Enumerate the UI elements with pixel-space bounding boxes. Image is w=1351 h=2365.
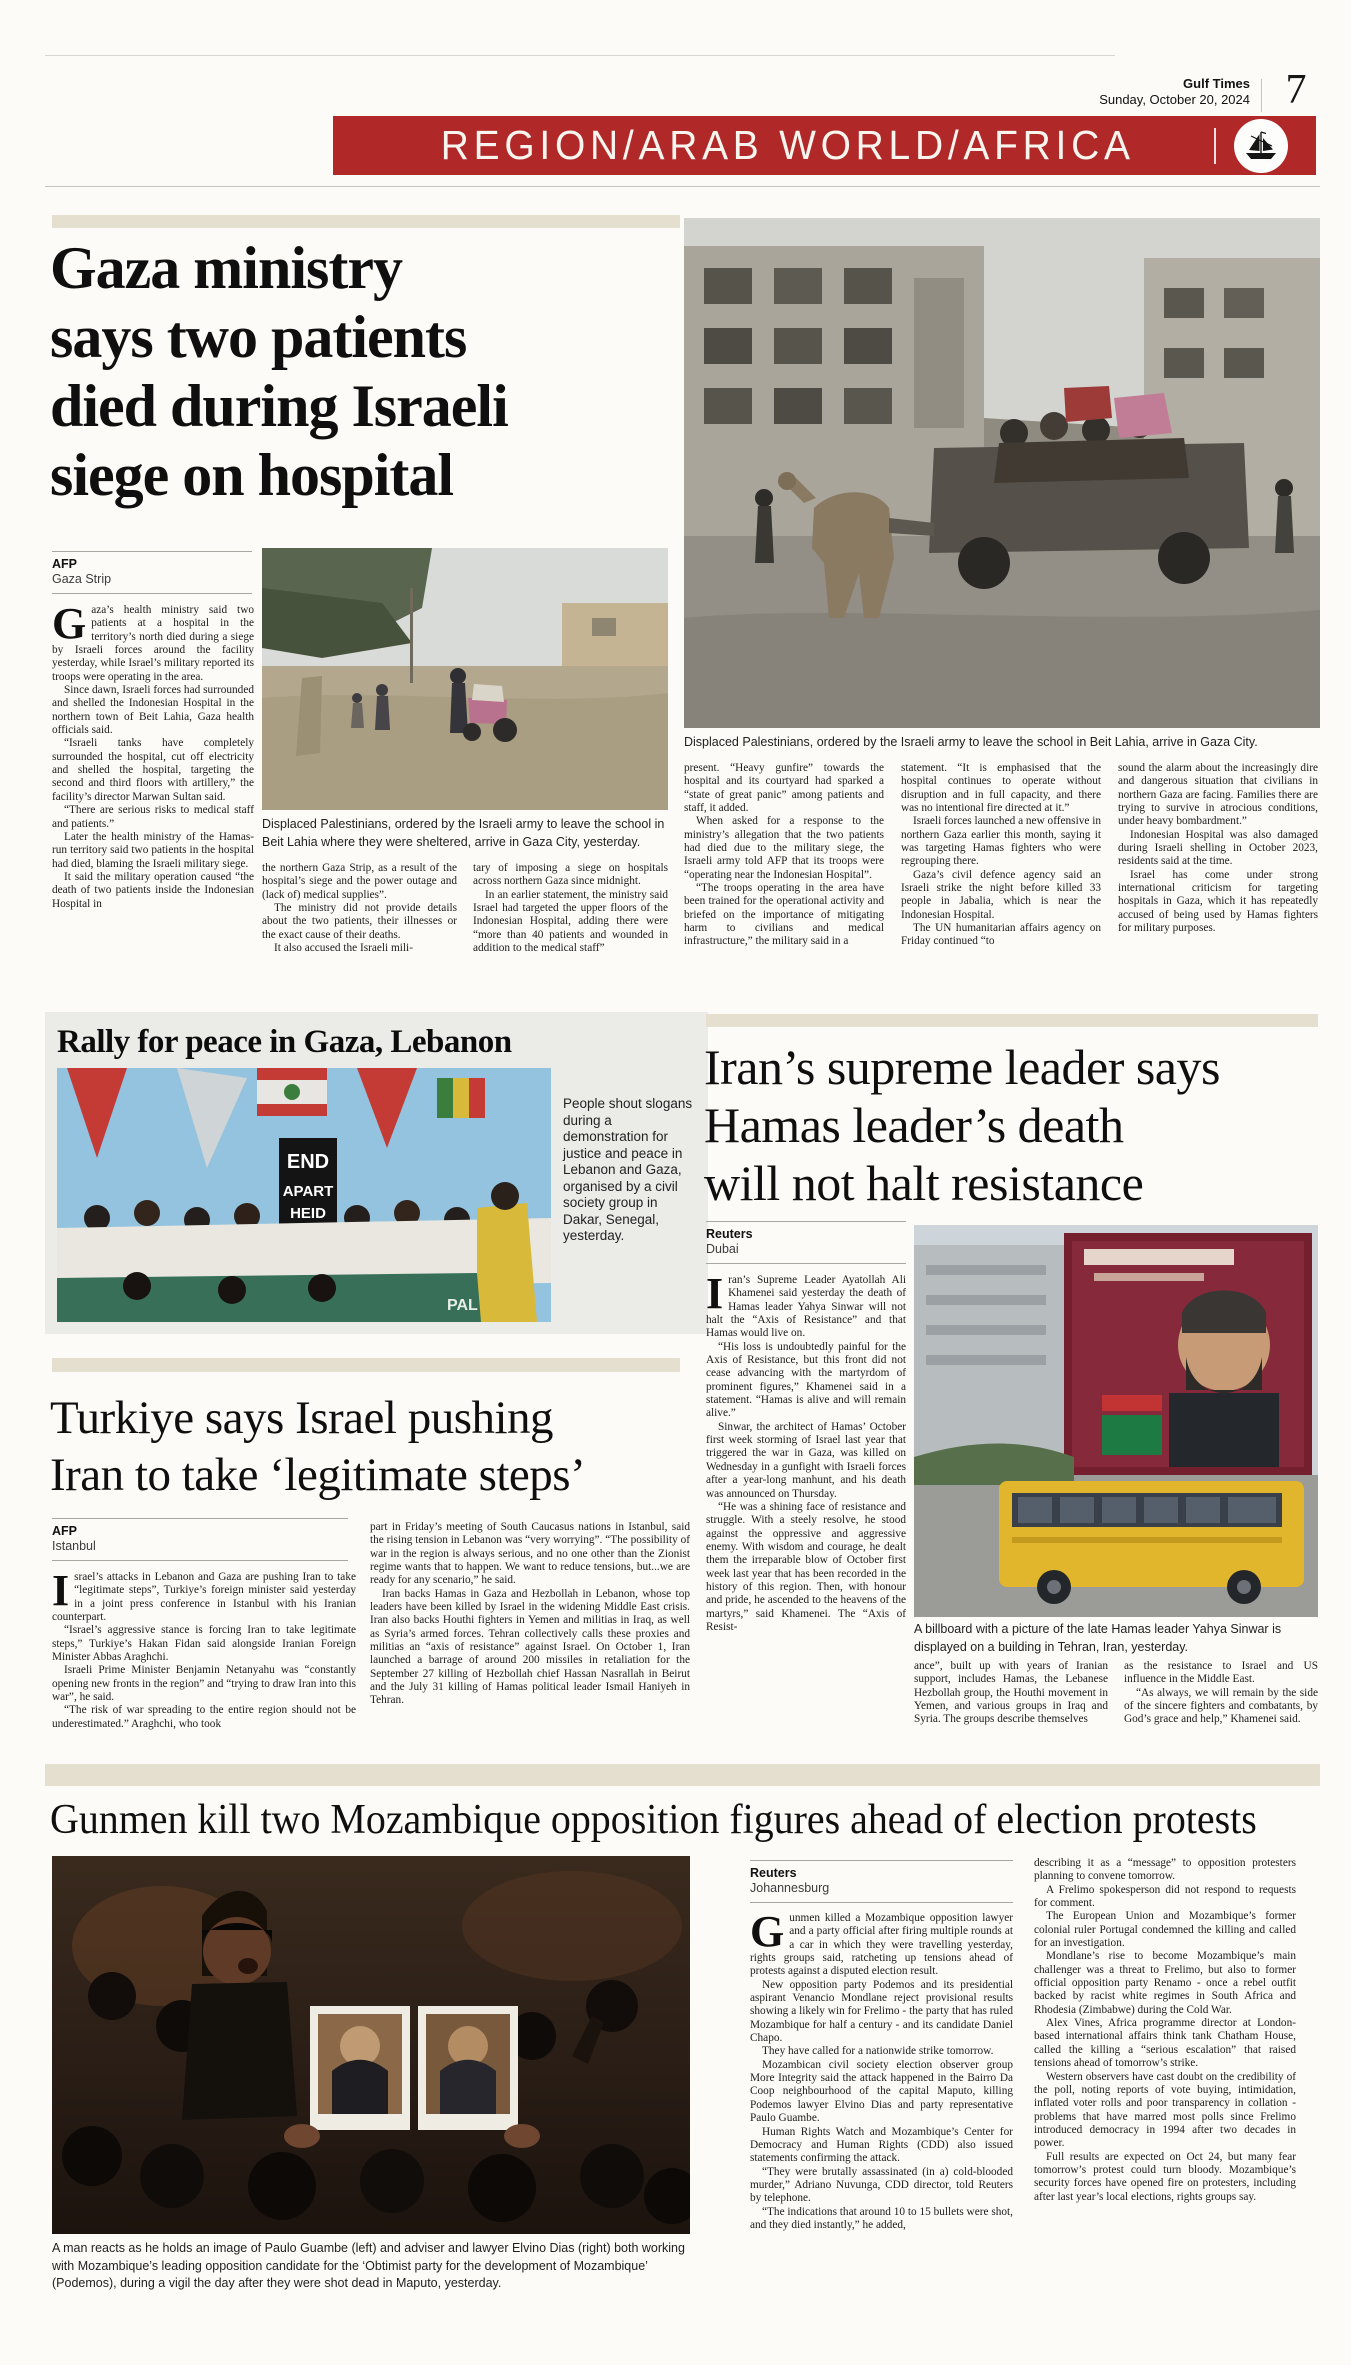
mozambique-headline: Gunmen kill two Mozambique opposition figures ahead of election protests xyxy=(50,1797,1257,1843)
rally-illustration xyxy=(57,1068,551,1322)
iran-source: Reuters xyxy=(706,1227,753,1241)
iran-columns-2-3 xyxy=(914,1660,1318,1756)
photo-rally-dakar xyxy=(57,1068,551,1322)
iran-location: Dubai xyxy=(706,1242,739,1256)
gaza-byline xyxy=(52,551,252,594)
iran-dropcap: I xyxy=(706,1274,724,1318)
iran-photo-caption: A billboard with a picture of the late Hamas leader Yahya Sinwar is displayed on a building in Tehran, Iran, yesterday. xyxy=(914,1622,1282,1654)
rally-title: Rally for peace in Gaza, Lebanon xyxy=(57,1024,512,1060)
mozambique-column-1: G unmen killed a Mozambique opposition lawyer and a party official after firing multiple rounds at a car in which they were travelling yesterday, rights groups said, ratcheting up tensions ahead of protests against a disputed election result. New opposition party Podemos and its presidential aspirant Venancio Mondlane reject provisional results showing a likely win for Frelimo - the party that has ruled Mozambique for half a century - and its candidate Daniel Chapo. They have called for a nationwide strike tomorrow. Mozambican civil society election observer group More Integrity said the attack happened in the Bairro Da Coop neighbourhood of the capital Maputo, killing Podemos lawyer Elvino Dias and party representative Paulo Guambe. Human Rights Watch and Mozambique’s Center for Democracy and Human Rights (CDD) also issued statements confirming the attack. “They were brutally assassinated (in a) cold-blooded murder,” Adriano Nuvunga, CDD director, told Reuters by telephone. “The indications that around 10 to 15 bullets were shot, and they died instantly,” he added, xyxy=(750,1912,1013,2231)
mozambique-dropcap: G xyxy=(750,1912,785,1956)
donkey-cart-illustration xyxy=(684,218,1320,728)
photo-gaza-street-evacuees xyxy=(262,548,668,810)
turkiye-location: Istanbul xyxy=(52,1539,96,1553)
masthead xyxy=(900,76,1250,108)
photo-gaza-donkey-cart xyxy=(684,218,1320,728)
iran-byline xyxy=(706,1221,906,1264)
banner-separator xyxy=(1214,128,1216,164)
paper-name: Gulf Times xyxy=(1183,76,1250,91)
turkiye-column-2: part in Friday’s meeting of South Caucasus nations in Istanbul, said the rising tension in Lebanon was “very worrying”. “The possibility of war in the region is always serious, and no one other than the Zionist regime wants that to happen. We want to reduce tensions, but...we are ready for any scenario,” he said. Iran backs Hamas in Gaza and Hezbollah in Lebanon, whose top leaders have been killed by Israel in the widening Middle East crisis. Iran also backs Houthi fighters in Yemen and militias in Iraq, as well as Syria’s armed forces. Tehran collectively calls these proxies and militias an “axis of resistance” against Israel. On October 1, Iran launched a barrage of around 200 missiles in retaliation for the September 27 killing of Hezbollah chief Hassan Nasrallah in Beirut and the July 31 killing of Hamas political leader Ismail Haniyeh in Tehran. xyxy=(370,1521,690,1707)
iran-top-band xyxy=(706,1014,1318,1027)
mozambique-column-2: describing it as a “message” to opposition protesters planning to convene tomorrow. A Frelimo spokesperson did not respond to requests for comment. The European Union and Mozambique’s former colonial ruler Portugal condemned the killing and called for an investigation. Mondlane’s rise to become Mozambique’s main challenger was a threat to Frelimo, but also to former official opposition party Renamo - once a rebel outfit backed by racist white regimes in South Africa and Rhodesia (Zimbabwe) during the Cold War. Alex Vines, Africa programme director at London-based international affairs think tank Chatham House, called the killing a “serious escalation” that raised tensions ahead of tomorrow’s strike. Western observers have cast doubt on the credibility of the poll, noting reports of vote buying, intimidation, inflated voter rolls and poor transparency in collation - problems that have marred most polls since Frelimo introduced democracy in 1994 after two decades in power. Full results are expected on Oct 24, but many fear tomorrow’s protest could turn bloody. Mozambique’s security forces have opened fire on protesters, including after last year’s local elections, rights groups say. xyxy=(1034,1857,1296,2203)
gaza-location: Gaza Strip xyxy=(52,572,112,586)
turkiye-byline xyxy=(52,1518,348,1561)
mozambique-location: Johannesburg xyxy=(750,1881,830,1895)
photo-maputo-vigil xyxy=(52,1856,690,2234)
gaza-photo1-caption: Displaced Palestinians, ordered by the Israeli army to leave the school in Beit Lahia where they were sheltered, arrive in Gaza City, yesterday. xyxy=(262,817,665,849)
svg-text:APART: APART xyxy=(282,1183,334,1200)
photo-tehran-billboard-bus xyxy=(914,1225,1318,1617)
tehran-billboard-illustration xyxy=(914,1225,1318,1617)
gaza-headline: Gaza ministry says two patients died during Israeli siege on hospital xyxy=(50,235,508,508)
gaza-source: AFP xyxy=(52,557,77,571)
header-divider xyxy=(1261,79,1262,112)
gaza-photo2-caption: Displaced Palestinians, ordered by the Israeli army to leave the school in Beit Lahia, arrive in Gaza City. xyxy=(684,735,1258,749)
svg-text:HEID: HEID xyxy=(290,1205,326,1222)
turkiye-top-band xyxy=(52,1358,680,1372)
mozambique-source: Reuters xyxy=(750,1866,797,1880)
mozambique-top-band xyxy=(45,1764,1320,1786)
turkiye-headline: Turkiye says Israel pushing Iran to take ‘legitimate steps’ xyxy=(50,1392,586,1501)
gaza-column-5: statement. “It is emphasised that the hospital continues to operate without disruption and in full capacity, and there was no intentional fire directed at it.” Israeli forces launched a new offensive in northern Gaza earlier this month, saying it was targeting Hamas fighters who were regrouping there. Gaza’s civil defence agency said an Israeli strike the night before killed 33 people in Jabalia, which is near the Indonesian Hospital. The UN humanitarian affairs agency on Friday continued “to xyxy=(901,762,1101,948)
mozambique-byline xyxy=(750,1860,1013,1903)
turkiye-dropcap: I xyxy=(52,1571,70,1615)
gaza-column-2: the northern Gaza Strip, as a result of the hospital’s siege and the power outage and (lack of) medical supplies”. The ministry did not provide details about the two patients, their illnesses or the exact cause of their deaths. It also accused the Israeli mili- xyxy=(262,862,457,955)
banner-underline xyxy=(45,186,1320,187)
iran-column-3: as the resistance to Israel and US influence in the Middle East. “As always, we will remain by the side of the sincere fighters and combatants, by God’s grace and help,” Khamenei said. xyxy=(1124,1660,1318,1726)
section-banner xyxy=(333,116,1316,175)
svg-text:END: END xyxy=(286,1151,330,1173)
rally-caption: People shout slogans during a demonstration for justice and peace in Lebanon and Gaza, organised by a civil society group in Dakar, Senegal, yesterday. xyxy=(563,1096,693,1243)
rally-panel xyxy=(45,1012,708,1334)
gaza-column-6: sound the alarm about the increasingly dire and dangerous situation that civilians in northern Gaza are facing. Families there are trying to survive in atrocious conditions, under heavy bombardment.” Indonesian Hospital was also damaged during Israeli shelling in October 2023, residents said at the time. Israel has come under strong international criticism for targeting hospitals in Gaza, which it has repeatedly accused of being used by Hamas fighters for military purposes. xyxy=(1118,762,1318,935)
vigil-illustration xyxy=(52,1856,690,2234)
gaza-columns-2-3 xyxy=(262,862,668,990)
gaza-dropcap: G xyxy=(52,604,87,648)
iran-column-1: I ran’s Supreme Leader Ayatollah Ali Khamenei said yesterday the death of Hamas leader Yahya Sinwar will not halt the “Axis of Resistance” and that Hamas would live on. “His loss is undoubtedly painful for the Axis of Resistance, but this front did not cease advancing with the martyrdom of prominent figures,” Khamenei said in a statement. “Hamas is alive and will remain alive.” Sinwar, the architect of Hamas’ October first week storming of Israel last year that triggered the war in Gaza, was killed on Wednesday in a gunfight with Israeli forces after a year-long manhunt, and his death was announced on Thursday. “He was a shining face of resistance and struggle. With a steely resolve, he stood against the oppressive and aggressive enemy. With wisdom and courage, he dealt them the irreparable blow of October first week last year that has been recorded in the history of this region. Then, with honour and pride, he ascended to the heavens of the martyrs,” said Khamenei. The “Axis of Resist- xyxy=(706,1274,906,1633)
gaza-column-3: tary of imposing a siege on hospitals across northern Gaza since midnight. In an earlier statement, the ministry said Israel had targeted the upper floors of the Indonesian Hospital, adding there were “more than 40 patients and wounded in addition to the medical staff” xyxy=(473,862,668,955)
dhow-badge xyxy=(1234,119,1288,173)
svg-text:PAL: PAL xyxy=(447,1297,478,1314)
gaza-columns-4-6 xyxy=(684,762,1320,988)
mozambique-photo-caption: A man reacts as he holds an image of Paulo Guambe (left) and adviser and lawyer Elvino Dias (right) both working with Mozambique’s leading opposition candidate for the ‘Obtimist party for the development of Mozambique’ (Podemos), during a vigil the day after they were shot dead in Maputo, yesterday. xyxy=(52,2241,685,2290)
section-title: REGION/ARAB WORLD/AFRICA xyxy=(440,122,1135,168)
turkiye-source: AFP xyxy=(52,1524,77,1538)
gaza-top-band xyxy=(52,215,680,228)
turkiye-column-1: I srael’s attacks in Lebanon and Gaza are pushing Iran to take “legitimate steps”, Turkiye’s foreign minister said yesterday in a joint press conference in Istanbul with his Iranian counterpart. “Israel’s aggressive stance is forcing Iran to take legitimate steps,” Turkiye’s Hakan Fidan said alongside Iranian Foreign Minister Abbas Araghchi. Israeli Prime Minister Benjamin Netanyahu was “constantly opening new fronts in the region” and “trying to draw Iran into this war”, he said. “The risk of war spreading to the entire region should not be underestimated.” Araghchi, who took xyxy=(52,1571,356,1730)
iran-column-2: ance”, built up with years of Iranian support, includes Hamas, the Lebanese Hezbollah group, the Houthi movement in Yemen, and various groups in Iraq and Syria. The groups describe themselves xyxy=(914,1660,1108,1726)
dhow-boat-icon xyxy=(1241,126,1281,166)
gaza-column-1: G aza’s health ministry said two patients at a hospital in the territory’s north died during a siege by Israeli forces around the facility yesterday, while Israel’s military reported its troops were operating in the area. Since dawn, Israeli forces had surrounded and shelled the Indonesian Hospital in the northern town of Beit Lahia, Gaza health officials said. “Israeli tanks have completely surrounded the hospital, cut off electricity and shelled the hospital, targeting the second and third floors with artillery,” the facility’s director Marwan Sultan said. “There are serious risks to medical staff and patients.” Later the health ministry of the Hamas-run territory said two patients in the hospital had died, blaming the Israeli military siege. It said the military operation caused “the death of two patients inside the Indonesian Hospital in xyxy=(52,604,254,910)
gaza-street-illustration xyxy=(262,548,668,810)
paper-date: Sunday, October 20, 2024 xyxy=(1099,92,1250,107)
iran-headline: Iran’s supreme leader says Hamas leader’s death will not halt resistance xyxy=(704,1039,1220,1211)
gaza-column-4: present. “Heavy gunfire” towards the hospital and its courtyard had sparked a “state of great panic” among patients and staff, it added. When asked for a response to the ministry’s allegation that the two patients had died due to the military siege, the Israeli army told AFP that its troops were “operating near the Indonesian Hospital”. “The troops operating in the area have been trained for the operational activity and briefed on the importance of mitigating harm to civilians and medical infrastructure,” the military said in a xyxy=(684,762,884,948)
page-number: 7 xyxy=(1285,67,1307,113)
top-hairline xyxy=(45,55,1115,56)
